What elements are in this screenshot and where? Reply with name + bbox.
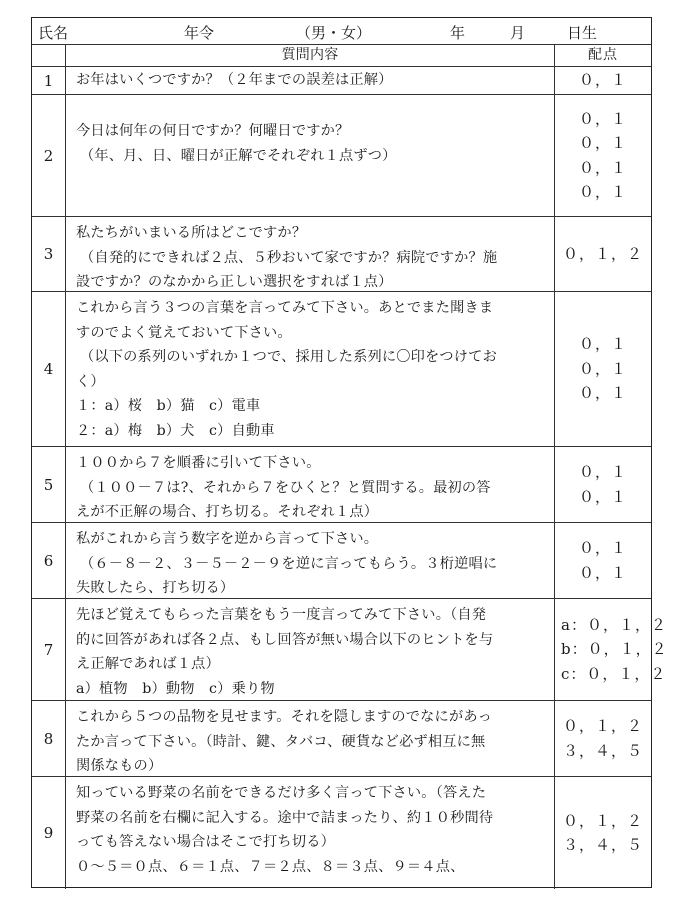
question-text xyxy=(66,217,555,291)
question-line: お年はいくつですか？（２年までの誤差は正解） xyxy=(76,72,393,88)
score-option: ０，１，２ xyxy=(562,244,643,263)
name-label: 氏名 xyxy=(38,24,69,42)
question-line: （自発的にできれば２点、５秒おいて家ですか？病院ですか？施 xyxy=(80,249,498,266)
question-line: １００から７を順番に引いて下さい。 xyxy=(76,455,321,471)
question-row-4 xyxy=(32,292,651,447)
score-cell xyxy=(555,447,651,522)
score-option: b：０，１，２ xyxy=(561,640,668,659)
question-text xyxy=(66,447,555,522)
score-cell xyxy=(555,701,651,776)
question-number: 4 xyxy=(32,292,66,446)
header-row xyxy=(32,18,651,45)
content-column-header: 質問内容 xyxy=(66,45,555,66)
score-option: a：０，１，２ xyxy=(561,615,667,634)
question-row-1 xyxy=(32,67,651,95)
assessment-form xyxy=(31,17,668,888)
score-option: ３，４，５ xyxy=(562,741,643,760)
question-row-8 xyxy=(32,701,651,777)
question-line: 知っている野菜の名前をできるだけ多く言って下さい。（答えた xyxy=(76,785,487,801)
column-header-row xyxy=(32,45,651,67)
score-option: ０，１，２ xyxy=(562,717,643,735)
score-option: ０，１ xyxy=(578,183,627,201)
score-option: ０，１ xyxy=(578,539,627,557)
score-cell xyxy=(555,523,651,598)
score-cell xyxy=(555,292,651,446)
score-option: ０，１ xyxy=(578,384,627,403)
score-option: ０，１ xyxy=(578,134,627,152)
question-line: く） xyxy=(76,373,105,390)
score-option: ０，１ xyxy=(578,109,627,128)
question-row-2 xyxy=(32,95,651,217)
question-text xyxy=(66,599,555,700)
question-line: 私がこれから言う数字を逆から言って下さい。 xyxy=(76,531,379,547)
question-line: a）植物 b）動物 c）乗り物 xyxy=(76,680,275,697)
question-line: 失敗したら、打ち切る） xyxy=(76,580,235,596)
num-column-header xyxy=(32,45,66,66)
question-text xyxy=(66,523,555,598)
score-column-header: 配点 xyxy=(588,47,618,64)
score-cell xyxy=(555,599,668,700)
score-cell xyxy=(555,95,651,216)
question-row-7 xyxy=(32,599,668,701)
question-number: 8 xyxy=(32,701,66,776)
age-label: 年令 xyxy=(184,24,215,42)
question-number: 5 xyxy=(32,447,66,522)
question-line: 関係なもの） xyxy=(76,758,163,774)
score-cell xyxy=(555,777,651,889)
score-cell xyxy=(555,217,651,291)
question-line: ０～５＝０点、６＝１点、７＝２点、８＝３点、９＝４点、 xyxy=(76,858,465,875)
score-option: ０，１ xyxy=(578,563,627,582)
question-row-9 xyxy=(32,777,651,889)
question-line: （６－８－２、３－５－２－９を逆に言ってもらう。３桁逆唱に xyxy=(80,555,498,572)
score-cell xyxy=(555,67,651,94)
question-line: たか言って下さい。（時計、鍵、タバコ、硬貨など必ず相互に無 xyxy=(76,733,486,750)
score-option: ０，１ xyxy=(578,359,627,378)
question-line: （１００－７は?、それから７をひくと？と質問する。最初の答 xyxy=(80,479,491,496)
question-number: 1 xyxy=(32,67,66,94)
score-option: ０，１ xyxy=(578,158,627,177)
score-option: ３，４，５ xyxy=(562,836,643,854)
question-line: 設ですか？のなかから正しい選択をすれば１点） xyxy=(76,274,393,290)
question-line: 先ほど覚えてもらった言葉をもう一度言ってみて下さい。（自発 xyxy=(76,607,487,623)
question-line: 的に回答があれば各２点、もし回答が無い場合以下のヒントを与 xyxy=(76,631,494,648)
question-text xyxy=(66,777,555,889)
question-line: ２：a）梅 b）犬 c）自動車 xyxy=(76,422,275,439)
score-option: ０，１ xyxy=(578,463,627,481)
question-text xyxy=(66,95,555,216)
question-line: 野菜の名前を右欄に記入する。途中で詰まったり、約１０秒間待 xyxy=(76,809,494,826)
question-row-3 xyxy=(32,217,651,292)
question-text xyxy=(66,292,555,446)
question-text xyxy=(66,67,555,94)
question-line: （年、月、日、曜日が正解でそれぞれ１点ずつ） xyxy=(80,147,397,164)
question-number: 3 xyxy=(32,217,66,291)
question-line: えが不正解の場合、打ち切る。それぞれ１点） xyxy=(76,504,379,520)
birth-label: 日生 xyxy=(567,24,598,42)
question-line: え正解であれば１点） xyxy=(76,656,220,672)
question-line: １：a）桜 b）猫 c）電車 xyxy=(76,398,261,414)
month-label: 月 xyxy=(510,24,526,42)
question-text xyxy=(66,701,555,776)
question-line: 私たちがいまいる所はどこですか？ xyxy=(76,225,307,241)
question-line: これから言う３つの言葉を言ってみて下さい。あとでまた聞きま xyxy=(76,300,494,316)
score-option: ０，１ xyxy=(578,487,627,506)
question-row-6 xyxy=(32,523,651,599)
score-option: ０，１ xyxy=(578,335,627,354)
score-option: ０，１ xyxy=(578,71,627,90)
question-row-5 xyxy=(32,447,651,523)
question-number: 9 xyxy=(32,777,66,889)
question-line: （以下の系列のいずれか１つで、採用した系列に〇印をつけてお xyxy=(80,349,497,365)
sex-label: （男・女） xyxy=(296,24,372,42)
question-number: 7 xyxy=(32,599,66,700)
question-line: すのでよく覚えておいて下さい。 xyxy=(76,324,292,341)
question-number: 2 xyxy=(32,95,66,216)
question-line: 今日は何年の何日ですか？何曜日ですか？ xyxy=(76,123,350,139)
question-line: っても答えない場合はそこで打ち切る） xyxy=(76,834,335,850)
question-number: 6 xyxy=(32,523,66,598)
score-option: ０，１，２ xyxy=(562,811,643,830)
question-line: これから５つの品物を見せます。それを隠しますのでなにがあっ xyxy=(76,709,492,725)
year-label: 年 xyxy=(450,24,466,42)
score-option: c：０，１，２ xyxy=(561,664,667,683)
